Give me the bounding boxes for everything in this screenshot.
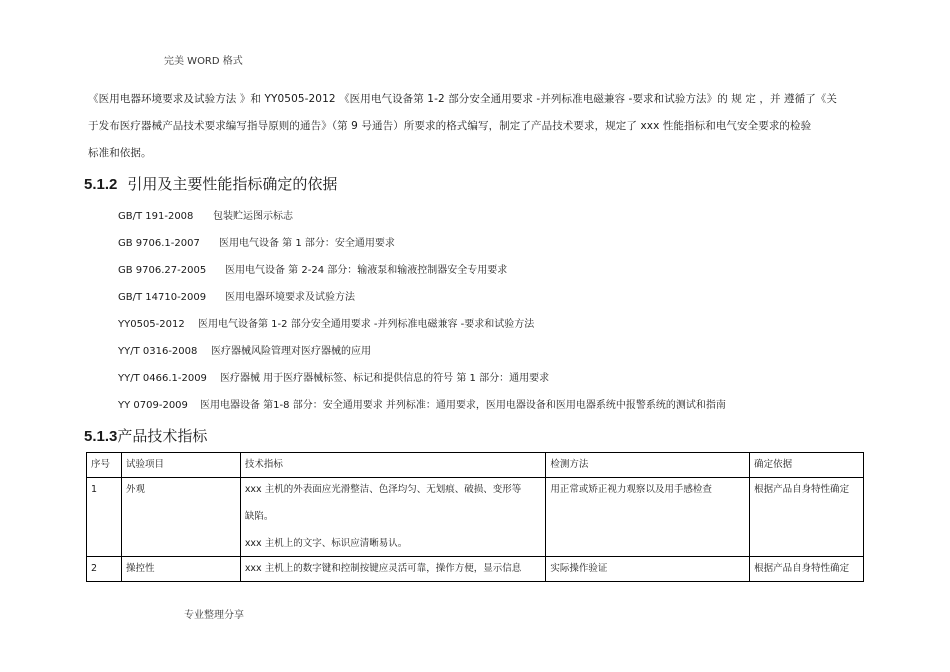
reference-title: 医用电气设备 第 2-24 部分：输液泵和输液控制器安全专用要求	[225, 265, 508, 276]
intro-line-2: 于发布医疗器械产品技术要求编写指导原则的通告》（第 9 号通告）所要求的格式编写，制定了产品技术要求，规定了 xxx 性能指标和电气安全要求的检验	[88, 120, 812, 132]
page-header: 完美 WORD 格式	[164, 56, 243, 67]
reference-code: GB/T 14710-2009	[118, 292, 207, 303]
test-item: 操控性	[121, 557, 240, 582]
reference-item	[118, 369, 549, 384]
reference-code: GB/T 191-2008	[118, 211, 194, 222]
header-cell: 检测方法	[546, 453, 750, 478]
row-number: 2	[87, 557, 122, 582]
reference-item	[118, 315, 534, 330]
reference-title: 医用电器设备 第1-8 部分：安全通用要求 并列标准：通用要求，医用电器设备和医用电器系统中报警系统的测试和指南	[200, 400, 726, 411]
page-footer: 专业整理分享	[184, 610, 244, 621]
reference-item	[118, 288, 355, 303]
intro-line-3: 标准和依据。	[88, 147, 152, 159]
reference-item	[118, 396, 726, 411]
reference-title: 医疗器械风险管理对医疗器械的应用	[211, 346, 371, 357]
spec-cell	[240, 557, 546, 582]
reference-title: 医用电气设备 第 1 部分：安全通用要求	[219, 238, 395, 249]
table-row	[87, 557, 864, 582]
test-method: 实际操作验证	[546, 557, 750, 582]
reference-code: YY/T 0316-2008	[118, 346, 198, 357]
intro-line-1: 《医用电器环境要求及试验方法 》和 YY0505-2012 《医用电气设备第 1-2 部分安全通用要求 -并列标准电磁兼容 -要求和试验方法》的 规 定 ，并 遵循了《关	[88, 93, 837, 105]
section-heading-5-1-3	[84, 425, 207, 446]
spec-line: xxx 主机上的数字键和控制按键应灵活可靠，操作方便，显示信息	[244, 563, 522, 574]
reference-title: 包装贮运图示标志	[213, 211, 293, 222]
section-heading-5-1-2	[84, 173, 337, 194]
header-cell: 技术指标	[240, 453, 546, 478]
section-title: 产品技术指标	[117, 427, 208, 445]
basis: 根据产品自身特性确定	[750, 557, 864, 582]
spec-cell	[240, 478, 546, 557]
reference-code: YY/T 0466.1-2009	[118, 373, 207, 384]
reference-code: GB 9706.27-2005	[118, 265, 207, 276]
row-number: 1	[87, 478, 122, 557]
spec-line: 缺陷。	[244, 511, 274, 522]
basis: 根据产品自身特性确定	[750, 478, 864, 557]
reference-code: YY 0709-2009	[118, 400, 188, 411]
header-cell: 序号	[87, 453, 122, 478]
spec-table	[86, 452, 864, 582]
table-row	[87, 478, 864, 557]
spec-line: xxx 主机的外表面应光滑整洁、色泽均匀、无划痕、破损、变形等	[244, 484, 522, 495]
spec-line: xxx 主机上的文字、标识应清晰易认。	[244, 538, 408, 549]
section-number: 5.1.2	[84, 176, 118, 193]
test-item: 外观	[121, 478, 240, 557]
test-method: 用正常或矫正视力观察以及用手感检查	[546, 478, 750, 557]
header-cell: 确定依据	[750, 453, 864, 478]
section-title: 引用及主要性能指标确定的依据	[127, 175, 338, 193]
header-cell: 试验项目	[121, 453, 240, 478]
table-header-row	[87, 453, 864, 478]
reference-item	[118, 207, 293, 222]
reference-code: YY0505-2012	[118, 319, 185, 330]
reference-item	[118, 261, 507, 276]
section-number: 5.1.3	[84, 428, 118, 445]
reference-title: 医疗器械 用于医疗器械标签、标记和提供信息的符号 第 1 部分：通用要求	[220, 373, 550, 384]
reference-code: GB 9706.1-2007	[118, 238, 200, 249]
reference-item	[118, 342, 371, 357]
reference-title: 医用电器环境要求及试验方法	[225, 292, 355, 303]
reference-item	[118, 234, 395, 249]
reference-title: 医用电气设备第 1-2 部分安全通用要求 -并列标准电磁兼容 -要求和试验方法	[198, 319, 535, 330]
